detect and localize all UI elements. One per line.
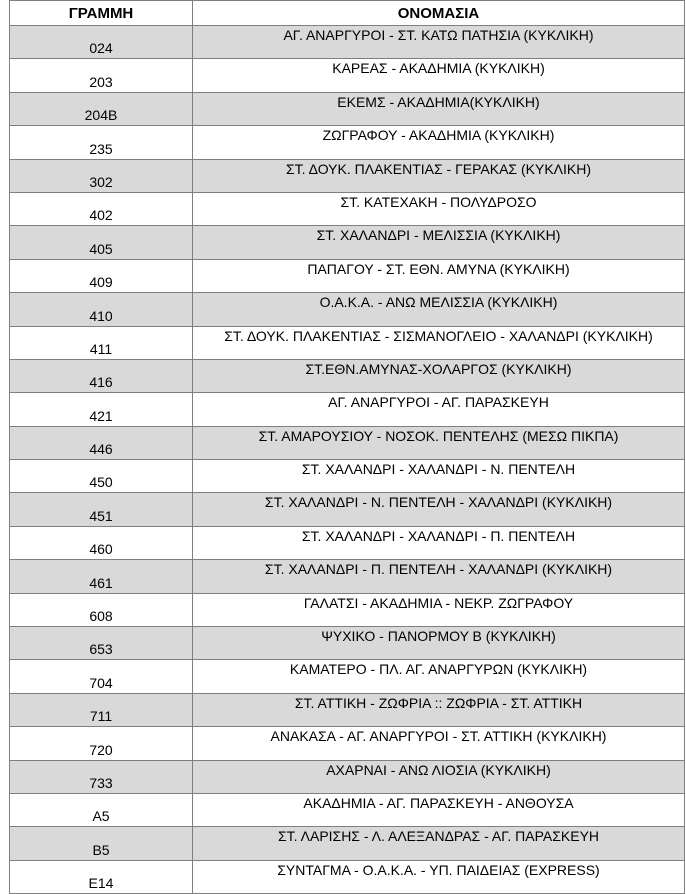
- route-name-cell: ΣΤ. ΑΜΑΡΟΥΣΙΟΥ - ΝΟΣΟΚ. ΠΕΝΤΕΛΗΣ (ΜΕΣΩ ΠΙΚΠΑ): [193, 426, 685, 459]
- route-line-cell: 653: [10, 627, 193, 660]
- table-row: [10, 26, 685, 59]
- route-name-cell: ΑΓ. ΑΝΑΡΓΥΡΟΙ - ΑΓ. ΠΑΡΑΣΚΕΥΗ: [193, 393, 685, 426]
- route-name-cell: ΑΚΑΔΗΜΙΑ - ΑΓ. ΠΑΡΑΣΚΕΥΗ - ΑΝΘΟΥΣΑ: [193, 793, 685, 826]
- route-line-cell: 409: [10, 259, 193, 292]
- route-name-cell: ΑΓ. ΑΝΑΡΓΥΡΟΙ - ΣΤ. ΚΑΤΩ ΠΑΤΗΣΙΑ (ΚΥΚΛΙΚΗ): [193, 26, 685, 59]
- route-line-cell: 460: [10, 526, 193, 559]
- route-name-cell: ΑΧΑΡΝΑΙ - ΑΝΩ ΛΙΟΣΙΑ (ΚΥΚΛΙΚΗ): [193, 760, 685, 793]
- route-line-cell: 450: [10, 460, 193, 493]
- table-row: [10, 727, 685, 760]
- table-row: [10, 359, 685, 392]
- route-line-cell: 411: [10, 326, 193, 359]
- table-row: [10, 126, 685, 159]
- route-name-cell: ΓΑΛΑΤΣΙ - ΑΚΑΔΗΜΙΑ - ΝΕΚΡ. ΖΩΓΡΑΦΟΥ: [193, 593, 685, 626]
- route-name-cell: ΣΤ. ΛΑΡΙΣΗΣ - Λ. ΑΛΕΞΑΝΔΡΑΣ - ΑΓ. ΠΑΡΑΣΚΕΥΗ: [193, 827, 685, 860]
- table-row: [10, 526, 685, 559]
- table-row: [10, 860, 685, 893]
- route-name-cell: ΕΚΕΜΣ - ΑΚΑΔΗΜΙΑ(ΚΥΚΛΙΚΗ): [193, 92, 685, 125]
- route-line-cell: 024: [10, 26, 193, 59]
- header-row: [10, 1, 685, 26]
- route-line-cell: 704: [10, 660, 193, 693]
- route-name-cell: ΚΑΜΑΤΕΡΟ - ΠΛ. ΑΓ. ΑΝΑΡΓΥΡΩΝ (ΚΥΚΛΙΚΗ): [193, 660, 685, 693]
- route-name-cell: ΣΥΝΤΑΓΜΑ - Ο.Α.Κ.Α. - ΥΠ. ΠΑΙΔΕΙΑΣ (EXPRESS): [193, 860, 685, 893]
- route-line-cell: 203: [10, 59, 193, 92]
- table-row: [10, 627, 685, 660]
- table-body: [10, 26, 685, 894]
- route-line-cell: Β5: [10, 827, 193, 860]
- route-line-cell: 421: [10, 393, 193, 426]
- route-name-cell: ΣΤ. ΧΑΛΑΝΔΡΙ - ΧΑΛΑΝΔΡΙ - Ν. ΠΕΝΤΕΛΗ: [193, 460, 685, 493]
- route-line-cell: 720: [10, 727, 193, 760]
- table-header: [10, 1, 685, 26]
- route-line-cell: 608: [10, 593, 193, 626]
- route-line-cell: 461: [10, 560, 193, 593]
- route-line-cell: Ε14: [10, 860, 193, 893]
- route-name-cell: Ο.Α.Κ.Α. - ΑΝΩ ΜΕΛΙΣΣΙΑ (ΚΥΚΛΙΚΗ): [193, 293, 685, 326]
- route-line-cell: 451: [10, 493, 193, 526]
- route-name-cell: ΣΤ. ΧΑΛΑΝΔΡΙ - Π. ΠΕΝΤΕΛΗ - ΧΑΛΑΝΔΡΙ (ΚΥΚΛΙΚΗ): [193, 560, 685, 593]
- route-line-cell: 402: [10, 192, 193, 225]
- route-name-cell: ΚΑΡΕΑΣ - ΑΚΑΔΗΜΙΑ (ΚΥΚΛΙΚΗ): [193, 59, 685, 92]
- route-name-cell: ΣΤ. ΧΑΛΑΝΔΡΙ - ΧΑΛΑΝΔΡΙ - Π. ΠΕΝΤΕΛΗ: [193, 526, 685, 559]
- route-name-cell: ΣΤ.ΕΘΝ.ΑΜΥΝΑΣ-ΧΟΛΑΡΓΟΣ (ΚΥΚΛΙΚΗ): [193, 359, 685, 392]
- route-line-cell: 446: [10, 426, 193, 459]
- route-line-cell: Α5: [10, 793, 193, 826]
- table-row: [10, 159, 685, 192]
- table-row: [10, 560, 685, 593]
- route-line-cell: 711: [10, 693, 193, 726]
- route-line-cell: 405: [10, 226, 193, 259]
- table-row: [10, 393, 685, 426]
- route-name-cell: ΣΤ. ΔΟΥΚ. ΠΛΑΚΕΝΤΙΑΣ - ΣΙΣΜΑΝΟΓΛΕΙΟ - ΧΑΛΑΝΔΡΙ (ΚΥΚΛΙΚΗ): [193, 326, 685, 359]
- route-line-cell: 235: [10, 126, 193, 159]
- route-name-cell: ΠΑΠΑΓΟΥ - ΣΤ. ΕΘΝ. ΑΜΥΝΑ (ΚΥΚΛΙΚΗ): [193, 259, 685, 292]
- table-row: [10, 693, 685, 726]
- table-row: [10, 226, 685, 259]
- table-row: [10, 259, 685, 292]
- table-row: [10, 493, 685, 526]
- route-name-cell: ΨΥΧΙΚΟ - ΠΑΝΟΡΜΟΥ Β (ΚΥΚΛΙΚΗ): [193, 627, 685, 660]
- table-row: [10, 793, 685, 826]
- route-name-cell: ΣΤ. ΧΑΛΑΝΔΡΙ - ΜΕΛΙΣΣΙΑ (ΚΥΚΛΙΚΗ): [193, 226, 685, 259]
- table-row: [10, 59, 685, 92]
- route-name-cell: ΣΤ. ΧΑΛΑΝΔΡΙ - Ν. ΠΕΝΤΕΛΗ - ΧΑΛΑΝΔΡΙ (ΚΥΚΛΙΚΗ): [193, 493, 685, 526]
- route-line-cell: 416: [10, 359, 193, 392]
- route-name-cell: ΑΝΑΚΑΣΑ - ΑΓ. ΑΝΑΡΓΥΡΟΙ - ΣΤ. ΑΤΤΙΚΗ (ΚΥΚΛΙΚΗ): [193, 727, 685, 760]
- route-line-cell: 302: [10, 159, 193, 192]
- route-name-cell: ΣΤ. ΚΑΤΕΧΑΚΗ - ΠΟΛΥΔΡΟΣΟ: [193, 192, 685, 225]
- route-name-cell: ΣΤ. ΑΤΤΙΚΗ - ΖΩΦΡΙΑ :: ΖΩΦΡΙΑ - ΣΤ. ΑΤΤΙΚΗ: [193, 693, 685, 726]
- route-name-cell: ΣΤ. ΔΟΥΚ. ΠΛΑΚΕΝΤΙΑΣ - ΓΕΡΑΚΑΣ (ΚΥΚΛΙΚΗ): [193, 159, 685, 192]
- header-name: ΟΝΟΜΑΣΙΑ: [193, 1, 685, 26]
- route-line-cell: 410: [10, 293, 193, 326]
- table-row: [10, 593, 685, 626]
- table-row: [10, 760, 685, 793]
- table-row: [10, 660, 685, 693]
- route-line-cell: 204Β: [10, 92, 193, 125]
- bus-routes-table: [9, 0, 685, 894]
- header-line: ΓΡΑΜΜΗ: [10, 1, 193, 26]
- table-row: [10, 326, 685, 359]
- table-row: [10, 293, 685, 326]
- table-row: [10, 460, 685, 493]
- table-row: [10, 426, 685, 459]
- route-line-cell: 733: [10, 760, 193, 793]
- route-name-cell: ΖΩΓΡΑΦΟΥ - ΑΚΑΔΗΜΙΑ (ΚΥΚΛΙΚΗ): [193, 126, 685, 159]
- table-row: [10, 827, 685, 860]
- table-row: [10, 92, 685, 125]
- table-row: [10, 192, 685, 225]
